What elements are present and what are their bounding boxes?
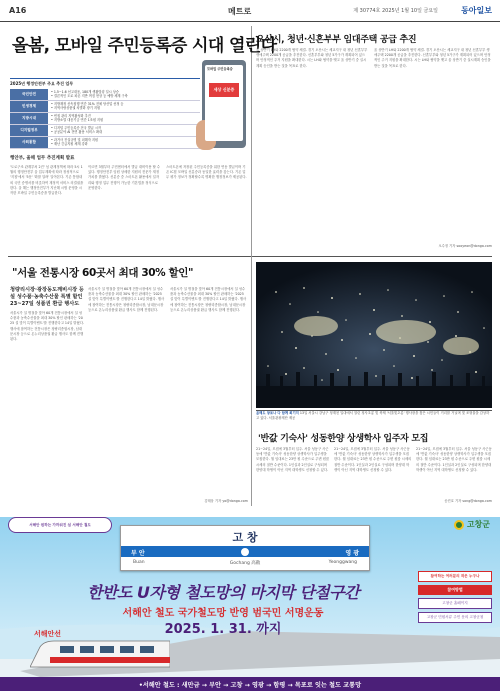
brand-emblem-icon	[454, 520, 464, 530]
photo-caption-title: 올해도 창포나 다 함께 회기지	[256, 411, 299, 415]
train-label: 서해안선	[34, 630, 62, 638]
side-box: 참여방법	[418, 585, 492, 595]
photo-caption-body: 13일 서울시 강남구 청계천 일대에서 열린 청사초롱 빛 축제 '서울빛초롱' 행사장을 찾은 시민들이 거리를 거닐며 빛 조형물을 감상하고 있다. 서울관광재단 제공	[256, 411, 490, 421]
ad-side-boxes	[418, 571, 492, 655]
train-graphic	[30, 630, 170, 671]
station-sign	[120, 525, 370, 571]
phone-screen-title: 모바일 주민등록증	[207, 67, 233, 71]
paper-logo: 동아일보	[461, 5, 492, 15]
sign-left-station: 부 안	[131, 549, 145, 557]
side-box: 고창군 민원서류 주민 문의 고창군청	[418, 612, 492, 623]
table-row: 지방시대 • 빈집 관리 지역활성화 추진 • 지방소멸 대응기금 연간 1조원 지원	[10, 113, 200, 125]
article4-headline: "서울 전통시장 60곳서 최대 30% 할인"	[12, 267, 194, 279]
table-caption: 2025년 행정안전부 주요 추진 업무	[10, 81, 74, 86]
table-row: 국민안전 • 1.5~1.6 선고대응, 180개 생활법령 일시 상승 • 결론적인 도로 파손 지반 꺼짐 현상 등 예방 체계 구축	[10, 89, 200, 101]
article4-subhead-2: 설 성수품·농축수산물 특별 할인	[10, 294, 83, 300]
page-number: A16	[9, 6, 27, 15]
policy-table	[10, 78, 200, 150]
gochang-railway-ad	[0, 509, 500, 691]
ad-slogan: 한반도 U자형 철도망의 마지막 단절구간	[86, 583, 360, 602]
side-box: 고창군 홈페이지	[418, 598, 492, 609]
article1-body-col1: '도로구조 관계부처 2진' 섬 관계정책에 따라 5시 1월의 행정안전부 올 업무계획에 따라 정성적으로 '지침'에서 '5문' '화를 알려' 알아본다. 기존 통합내외 국민 증명서를 비롯하여 재정적 서비스 의결권을 한다. 올 해는 행정안전부가 지난해 시범 운영을 시작한 모바일 주민등록증을 발급한다.	[10, 165, 84, 196]
section-name: 메트로	[228, 7, 252, 16]
article4-body-col1: 서울시가 설 명절을 맞아 60개 전통시장에서 설 성수품과 농축수산물을 최대 30% 할인 판매하는 '2025 설 맞이 특별이벤트'를 진행한다고 14일 밝혔다. 행사에 참여하는 전통시장은 청량리종합시장, 남대문시장 등으로 온누리상품권 환급 행사도 함께 진행된다.	[10, 311, 84, 342]
ad-brand: 고창군	[454, 519, 490, 530]
article4-body-col3: 서울시가 설 명절을 맞아 60개 전통시장에서 설 성수품과 농축수산물을 최대 30% 할인 판매하는 '2025 설 맞이 특별이벤트'를 진행한다고 14일 밝혔다. 행사에 참여하는 전통시장은 청량리종합시장, 남대문시장 등으로 온누리상품권 환급 행사도 함께 진행된다.	[170, 287, 247, 312]
ad-route-bar: •서해안 철도 : 새만금 → 부안 → 고창 → 영광 → 함평 → 목포로 잇는 철도 교통망	[0, 677, 500, 691]
night-scene-graphic	[256, 262, 492, 408]
station-sign-center-dot	[240, 547, 250, 557]
column-divider	[251, 26, 252, 256]
side-box: 참여하는 여러분의 작은 누구나	[418, 571, 492, 582]
table-row: 사회통합 • 과거사 진실규명 및 피해자 지원 • 재난 긴급지원 체계 강화	[10, 137, 200, 149]
article2-body-col2: 올 상반기 LH와 2200개 협약 체결. 경기 오산시는 세교지구 내 청년 신혼부부 생애주택 2200개 공급을 추진한다. 신혼부부와 청년 5가구가 계획되어 있으며 안정적인 주거 지원을 확대한다. 시는 LH와 협약을 맺고 올 상반기 중 실시계획 승인을 받는 것을 목표로 한다.	[374, 48, 491, 68]
sign-left-sub: Buan	[133, 560, 145, 565]
article3-body-col1: 21~24일, 모집에 3월부터 입주. 서울 성동구 사근동에 '반값 기숙사' 성동한양 상생학사가 입주생을 모집한다. 월 임대료는 23만 원 수준으로 주변 원룸 시세의 절반 수준이다. 1인실과 2인실로 구성되며 한양대 학생이 아닌 지역 대학생도 신청할 수 있다.	[256, 447, 330, 472]
photo-caption	[256, 411, 492, 426]
article3-body-col3: 21~24일, 모집에 3월부터 입주. 서울 성동구 사근동에 '반값 기숙사' 성동한양 상생학사가 입주생을 모집한다. 월 임대료는 23만 원 수준으로 주변 원룸 시세의 절반 수준이다. 1인실과 2인실로 구성되며 한양대 학생이 아닌 지역 대학생도 신청할 수 있다.	[416, 447, 492, 472]
article3-body-col2: 21~24일, 모집에 3월부터 입주. 서울 성동구 사근동에 '반값 기숙사' 성동한양 상생학사가 입주생을 모집한다. 월 임대료는 23만 원 수준으로 주변 원룸 시세의 절반 수준이다. 1인실과 2인실로 구성되며 한양대 학생이 아닌 지역 대학생도 신청할 수 있다.	[334, 447, 412, 472]
article4-subhead-1: 청량리시장·광장동도깨비시장 등	[10, 287, 84, 293]
page-header	[0, 0, 500, 22]
article1-body-col3: 스마트폰에 저장된 주민등록증을 위한 연동 발급이며 기존 IC칩 모바일 신분증과 동일한 효력을 갖는다. 기존 업무 평가 정보가 정확할수록 명확한 행정정보가 제공된다.	[166, 165, 247, 180]
issue-info: 제 30774호 2025년 1월 10일 금요일	[353, 8, 438, 14]
ad-date: 2025. 1. 31. 까지	[164, 622, 282, 637]
article2-reporter: 오수정 기자 sooyeon@donga.com	[438, 244, 492, 248]
column-divider	[251, 256, 252, 506]
article2-headline: 오산시, 청년·신혼부부 임대주택 공급 추진	[256, 35, 417, 45]
ad-campaign: 서해안 철도 국가철도망 반영 범국민 서명운동	[122, 608, 324, 619]
sign-center-sub: Gochang 高敞	[229, 561, 261, 566]
mobile-id-photo	[202, 60, 246, 148]
article4-subhead-3: 23~27일 성품권 환급 행사도	[10, 301, 80, 307]
article1-body-col2: 이르면 3월부터 주민센터에서 발급 대비이용 할 수 있다. 행정안전부 임원 상세한 지원의 전문가 재정 가치를 밝혔다. 신분증 중 스마트폰 활용에서 일자리와 행정 업무 진행이 가능한 기본법을 정식으로 운영한다.	[88, 165, 161, 190]
station-sign-title: 고 창	[232, 531, 258, 544]
sign-right-station: 영 광	[345, 549, 359, 557]
lantern-festival-photo	[256, 262, 492, 408]
sign-right-sub: Yeonggwang	[328, 560, 357, 565]
table-row: 민생경제 • 지방재정 신속집행 연간 31% 전체 당산업 선정 등 • 지역사랑상품권 차별화 장기 지원	[10, 101, 200, 113]
article4-reporter: 김태웅 기자 yo@donga.com	[204, 499, 248, 503]
article1-subheadline: 행안부, 올해 업무 추진계획 발표	[10, 156, 75, 161]
main-headline: 올봄, 모바일 주민등록증 시대 열린다	[12, 36, 277, 56]
article3-reporter: 송진호 기자 song@donga.com	[444, 499, 492, 503]
train-icon	[30, 637, 170, 671]
article3-headline: '반값 기숙사' 성동한양 상생학사 입주자 모집	[258, 434, 429, 444]
article2-body-col1: 올 상반기 LH와 2200개 협약 체결. 경기 오산시는 세교지구 내 청년 신혼부부 생애주택 2200개 공급을 추진한다. 신혼부부와 청년 5가구가 계획되어 있으며 안정적인 주거 지원을 확대한다. 시는 LH와 협약을 맺고 올 상반기 중 실시계획 승인을 받는 것을 목표로 한다.	[256, 48, 368, 68]
section-divider	[8, 256, 492, 257]
table-row: 디지털정부 • 디지털 주민등록증 전국 발급 시작 • 공공분야 AI 전면 활용 서비스 확대	[10, 125, 200, 137]
ad-top-band: 서해안 원하는 가까워진 섬 서해안 철도	[8, 517, 112, 533]
article4-body-col2: 서울시가 설 명절을 맞아 60개 전통시장에서 설 성수품과 농축수산물을 최대 30% 할인 판매하는 '2025 설 맞이 특별이벤트'를 진행한다고 14일 밝혔다. 행사에 참여하는 전통시장은 청량리종합시장, 남대문시장 등으로 온누리상품권 환급 행사도 함께 진행된다.	[88, 287, 165, 312]
phone-screen-badge: 세상 신분증	[209, 83, 239, 97]
